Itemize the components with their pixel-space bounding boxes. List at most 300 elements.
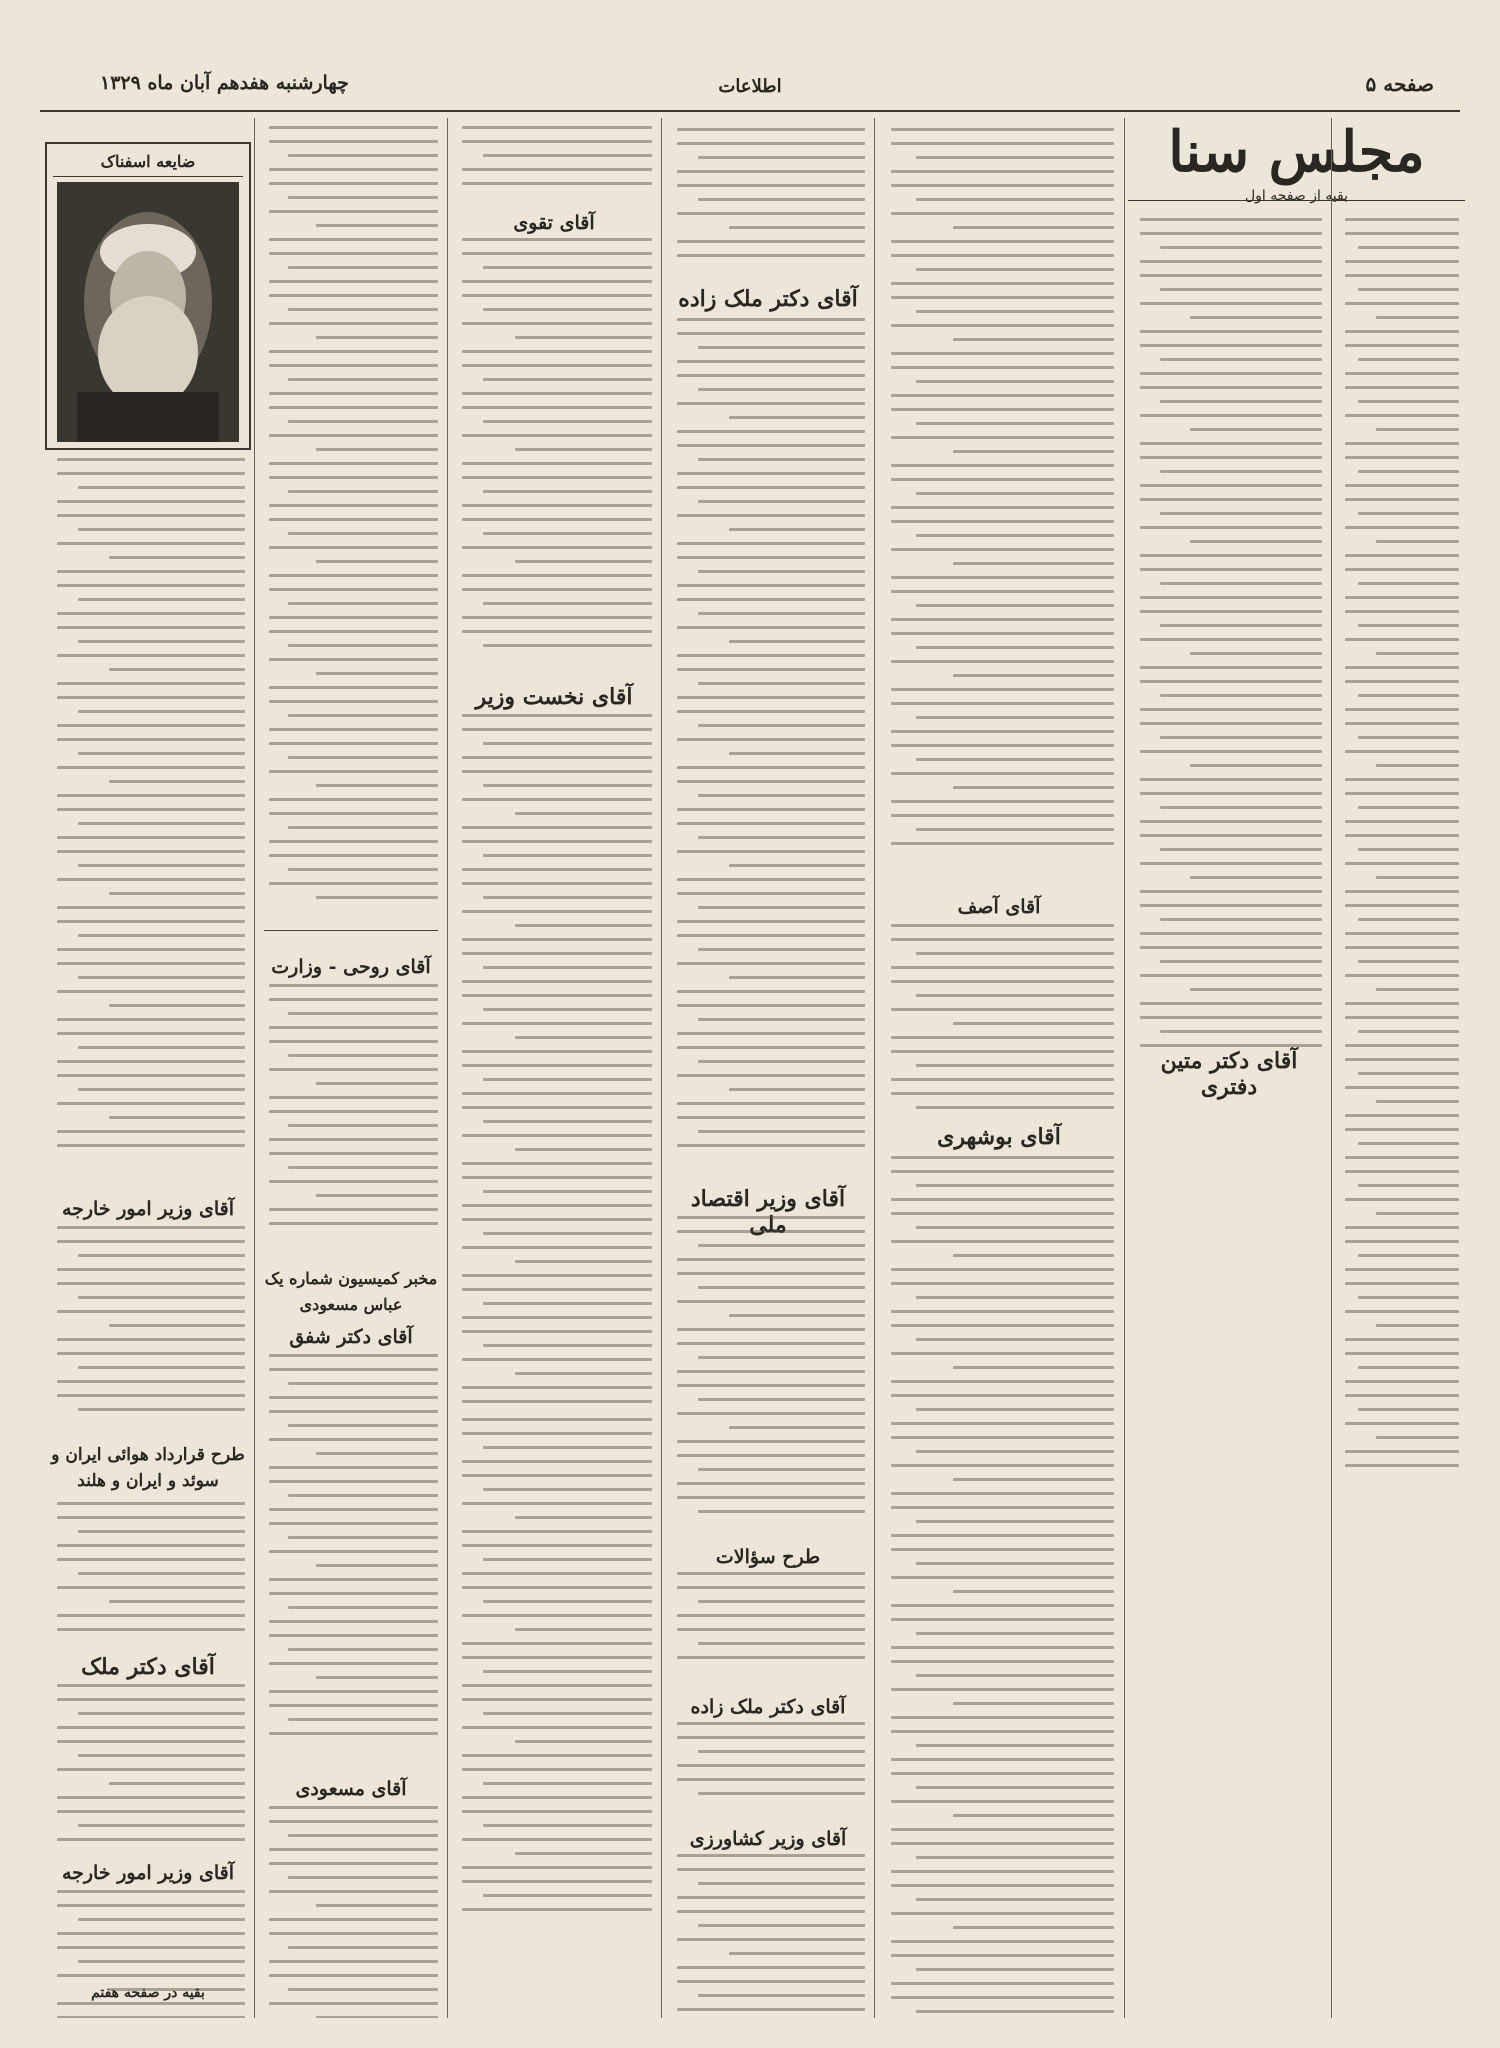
text-line: [515, 812, 652, 815]
section-heading: آقای مسعودی: [295, 1778, 407, 1800]
text-line: [269, 700, 438, 703]
text-line: [57, 1974, 245, 1977]
text-line: [1140, 442, 1322, 445]
text-line: [1358, 512, 1459, 515]
text-line: [698, 1924, 865, 1927]
text-line: [677, 1628, 865, 1631]
text-line: [891, 688, 1114, 691]
text-line: [891, 1772, 1114, 1775]
text-line: [57, 1544, 245, 1547]
text-line: [891, 1156, 1114, 1159]
text-line: [1140, 890, 1322, 893]
text-line: [1345, 1044, 1459, 1047]
text-line: [269, 476, 438, 479]
text-line: [891, 1240, 1114, 1243]
text-line: [891, 1050, 1114, 1053]
text-line: [269, 126, 438, 129]
text-line: [916, 1898, 1114, 1901]
text-line: [1345, 750, 1459, 753]
text-line: [698, 906, 865, 909]
text-line: [462, 1474, 652, 1477]
text-line: [677, 360, 865, 363]
text-line: [57, 1796, 245, 1799]
text-line: [677, 1896, 865, 1899]
text-line: [1376, 764, 1459, 767]
text-line: [953, 786, 1114, 789]
text-line: [916, 1296, 1114, 1299]
text-line: [891, 924, 1114, 927]
text-line: [891, 1758, 1114, 1761]
text-line: [1140, 498, 1322, 501]
text-line: [1140, 666, 1322, 669]
text-line: [78, 1712, 245, 1715]
text-line: [1345, 372, 1459, 375]
text-line: [78, 710, 245, 713]
text-line: [891, 800, 1114, 803]
text-line: [677, 878, 865, 881]
text-line: [677, 1144, 865, 1147]
text-line: [677, 318, 865, 321]
text-line: [891, 478, 1114, 481]
text-line: [462, 952, 652, 955]
text-line: [677, 1258, 865, 1261]
text-line: [57, 1380, 245, 1383]
text-line: [288, 1536, 438, 1539]
text-line: [462, 1330, 652, 1333]
text-line: [953, 1366, 1114, 1369]
text-line: [462, 574, 652, 577]
text-line: [462, 392, 652, 395]
body-text: [884, 924, 1114, 1120]
text-line: [698, 1244, 865, 1247]
text-line: [288, 1606, 438, 1609]
text-line: [1140, 834, 1322, 837]
text-line: [1358, 1408, 1459, 1411]
text-line: [1160, 918, 1322, 921]
text-line: [483, 1120, 652, 1123]
text-line: [288, 266, 438, 269]
text-line: [891, 394, 1114, 397]
text-line: [698, 1060, 865, 1063]
text-line: [288, 420, 438, 423]
text-line: [916, 828, 1114, 831]
text-line: [269, 1862, 438, 1865]
text-line: [462, 238, 652, 241]
text-line: [891, 1912, 1114, 1915]
text-line: [57, 1614, 245, 1617]
text-line: [269, 1592, 438, 1595]
text-line: [677, 990, 865, 993]
text-line: [891, 814, 1114, 817]
text-line: [57, 794, 245, 797]
text-line: [269, 998, 438, 1001]
text-line: [483, 1782, 652, 1785]
text-line: [677, 1910, 865, 1913]
text-line: [288, 644, 438, 647]
text-line: [316, 336, 438, 339]
text-line: [1345, 1450, 1459, 1453]
text-line: [515, 924, 652, 927]
text-line: [57, 1144, 245, 1147]
text-line: [891, 980, 1114, 983]
text-line: [462, 1502, 652, 1505]
text-line: [462, 1460, 652, 1463]
text-line: [1160, 624, 1322, 627]
text-line: [729, 1088, 865, 1091]
text-line: [1140, 610, 1322, 613]
text-line: [462, 1586, 652, 1589]
text-line: [57, 1890, 245, 1893]
text-line: [677, 1272, 865, 1275]
text-line: [729, 1426, 865, 1429]
text-line: [677, 1496, 865, 1499]
text-line: [916, 1968, 1114, 1971]
text-line: [57, 612, 245, 615]
text-line: [698, 1018, 865, 1021]
text-line: [78, 1408, 245, 1411]
text-line: [677, 1868, 865, 1871]
text-line: [891, 1940, 1114, 1943]
text-line: [1160, 960, 1322, 963]
text-line: [269, 1732, 438, 1735]
text-line: [1160, 1030, 1322, 1033]
text-line: [677, 1980, 865, 1983]
text-line: [1345, 1114, 1459, 1117]
text-line: [483, 266, 652, 269]
text-line: [1140, 904, 1322, 907]
section-heading: آقای وزیر امور خارجه: [61, 1862, 235, 1884]
text-line: [462, 630, 652, 633]
text-line: [462, 1838, 652, 1841]
text-line: [269, 1466, 438, 1469]
text-line: [953, 1926, 1114, 1929]
text-line: [698, 682, 865, 685]
text-line: [1358, 358, 1459, 361]
text-line: [677, 850, 865, 853]
text-line: [269, 854, 438, 857]
text-line: [483, 1008, 652, 1011]
text-line: [57, 514, 245, 517]
text-line: [78, 1572, 245, 1575]
text-line: [1358, 1072, 1459, 1075]
text-line: [916, 1106, 1114, 1109]
text-line: [515, 1852, 652, 1855]
text-line: [698, 1994, 865, 1997]
text-line: [462, 714, 652, 717]
text-line: [1345, 1002, 1459, 1005]
text-line: [316, 1904, 438, 1907]
text-line: [515, 1260, 652, 1263]
text-line: [729, 416, 865, 419]
text-line: [677, 254, 865, 257]
text-line: [1345, 1058, 1459, 1061]
text-line: [57, 920, 245, 923]
text-line: [109, 1600, 245, 1603]
text-line: [78, 864, 245, 867]
text-line: [891, 1716, 1114, 1719]
text-line: [515, 1148, 652, 1151]
text-line: [1376, 1324, 1459, 1327]
text-line: [1358, 470, 1459, 473]
text-line: [57, 1586, 245, 1589]
text-column-4: [665, 118, 871, 2018]
text-line: [57, 2002, 245, 2005]
column-divider: [254, 118, 255, 2018]
text-line: [1345, 1128, 1459, 1131]
text-line: [462, 434, 652, 437]
text-line: [677, 1412, 865, 1415]
text-line: [57, 1268, 245, 1271]
section-heading: آقای دکتر ملک: [81, 1654, 215, 1680]
text-line: [288, 1988, 438, 1991]
text-line: [891, 938, 1114, 941]
text-line: [515, 1516, 652, 1519]
text-line: [269, 1704, 438, 1707]
text-line: [677, 1342, 865, 1345]
text-line: [891, 296, 1114, 299]
text-line: [953, 1814, 1114, 1817]
text-line: [269, 1820, 438, 1823]
text-line: [57, 1628, 245, 1631]
text-line: [78, 934, 245, 937]
text-line: [891, 1842, 1114, 1845]
text-line: [1345, 722, 1459, 725]
text-line: [462, 1656, 652, 1659]
text-line: [109, 668, 245, 671]
text-line: [316, 224, 438, 227]
body-text: [671, 1722, 865, 1806]
text-line: [483, 1712, 652, 1715]
text-line: [483, 1446, 652, 1449]
text-line: [677, 584, 865, 587]
text-line: [1345, 554, 1459, 557]
text-line: [891, 632, 1114, 635]
text-line: [109, 1324, 245, 1327]
text-line: [288, 378, 438, 381]
text-line: [57, 696, 245, 699]
text-line: [269, 1480, 438, 1483]
column-divider: [1124, 118, 1125, 2018]
text-line: [1140, 456, 1322, 459]
portrait-photo: [57, 182, 239, 442]
text-line: [953, 562, 1114, 565]
text-line: [698, 1356, 865, 1359]
text-line: [462, 1358, 652, 1361]
text-line: [57, 1502, 245, 1505]
text-line: [677, 1614, 865, 1617]
text-line: [891, 212, 1114, 215]
text-line: [698, 1398, 865, 1401]
text-line: [916, 1064, 1114, 1067]
text-line: [483, 1078, 652, 1081]
text-column-6: [258, 118, 444, 2018]
text-line: [677, 1440, 865, 1443]
text-line: [269, 984, 438, 987]
text-line: [1140, 218, 1322, 221]
text-line: [269, 1806, 438, 1809]
text-line: [269, 406, 438, 409]
text-line: [483, 1232, 652, 1235]
text-line: [677, 1216, 865, 1219]
text-line: [1345, 344, 1459, 347]
text-line: [1358, 848, 1459, 851]
text-line: [483, 1558, 652, 1561]
text-line: [1358, 582, 1459, 585]
text-line: [677, 170, 865, 173]
text-line: [891, 744, 1114, 747]
text-line: [462, 518, 652, 521]
text-line: [462, 1106, 652, 1109]
text-line: [269, 518, 438, 521]
text-line: [891, 1170, 1114, 1173]
text-line: [288, 1012, 438, 1015]
text-line: [462, 1530, 652, 1533]
text-line: [1160, 694, 1322, 697]
text-line: [1345, 526, 1459, 529]
text-line: [78, 598, 245, 601]
text-line: [891, 1282, 1114, 1285]
text-line: [288, 714, 438, 717]
text-line: [462, 1288, 652, 1291]
text-line: [269, 238, 438, 241]
text-line: [288, 868, 438, 871]
text-line: [57, 906, 245, 909]
text-line: [269, 350, 438, 353]
text-line: [729, 1952, 865, 1955]
text-line: [462, 840, 652, 843]
text-line: [316, 560, 438, 563]
text-line: [677, 430, 865, 433]
text-line: [891, 1828, 1114, 1831]
text-line: [462, 1572, 652, 1575]
body-text: [51, 1502, 245, 1642]
text-line: [1345, 1240, 1459, 1243]
text-line: [1160, 848, 1322, 851]
text-line: [269, 1354, 438, 1357]
text-line: [891, 1548, 1114, 1551]
text-line: [269, 2002, 438, 2005]
text-line: [269, 546, 438, 549]
text-line: [1190, 316, 1322, 319]
text-line: [57, 1130, 245, 1133]
text-line: [891, 142, 1114, 145]
text-line: [78, 1754, 245, 1757]
body-text: [264, 1806, 438, 2018]
text-line: [462, 1754, 652, 1757]
text-line: [891, 1036, 1114, 1039]
text-line: [462, 140, 652, 143]
text-line: [1358, 400, 1459, 403]
text-line: [269, 1208, 438, 1211]
text-line: [316, 672, 438, 675]
text-line: [1345, 1086, 1459, 1089]
text-line: [462, 126, 652, 129]
text-line: [891, 464, 1114, 467]
text-line: [916, 758, 1114, 761]
text-line: [483, 644, 652, 647]
text-line: [269, 686, 438, 689]
text-line: [288, 1424, 438, 1427]
body-text: [671, 318, 865, 1158]
body-text: [671, 1216, 865, 1524]
text-line: [57, 948, 245, 951]
text-line: [288, 1054, 438, 1057]
text-line: [677, 542, 865, 545]
text-line: [109, 780, 245, 783]
text-line: [483, 1488, 652, 1491]
text-line: [916, 310, 1114, 313]
text-line: [57, 1226, 245, 1229]
text-line: [269, 364, 438, 367]
text-line: [462, 252, 652, 255]
text-line: [1358, 1254, 1459, 1257]
text-line: [1345, 708, 1459, 711]
body-text: [264, 126, 438, 910]
text-line: [57, 682, 245, 685]
text-line: [1358, 1184, 1459, 1187]
text-line: [462, 1698, 652, 1701]
text-line: [269, 840, 438, 843]
text-line: [677, 934, 865, 937]
text-line: [1140, 778, 1322, 781]
text-line: [269, 742, 438, 745]
text-line: [1345, 442, 1459, 445]
text-line: [916, 268, 1114, 271]
text-line: [698, 836, 865, 839]
text-line: [891, 1212, 1114, 1215]
text-line: [269, 1096, 438, 1099]
text-line: [953, 450, 1114, 453]
text-line: [462, 938, 652, 941]
text-line: [483, 532, 652, 535]
text-line: [677, 514, 865, 517]
text-line: [462, 1092, 652, 1095]
text-line: [698, 198, 865, 201]
text-line: [677, 1854, 865, 1857]
text-line: [1140, 750, 1322, 753]
text-line: [891, 1884, 1114, 1887]
text-line: [1345, 1310, 1459, 1313]
text-line: [1140, 1044, 1322, 1047]
text-line: [57, 724, 245, 727]
text-line: [891, 408, 1114, 411]
text-line: [288, 490, 438, 493]
text-line: [1140, 344, 1322, 347]
text-line: [1358, 1030, 1459, 1033]
text-line: [269, 1578, 438, 1581]
text-line: [1140, 386, 1322, 389]
text-line: [269, 630, 438, 633]
text-line: [1345, 1282, 1459, 1285]
text-line: [698, 156, 865, 159]
text-line: [462, 1316, 652, 1319]
text-line: [1160, 512, 1322, 515]
text-line: [57, 584, 245, 587]
text-line: [316, 896, 438, 899]
text-line: [916, 1450, 1114, 1453]
text-line: [729, 752, 865, 755]
body-text: [456, 714, 652, 1414]
text-line: [1376, 652, 1459, 655]
text-line: [677, 1116, 865, 1119]
column-divider: [661, 118, 662, 2018]
text-line: [57, 990, 245, 993]
text-line: [269, 1438, 438, 1441]
text-line: [677, 240, 865, 243]
text-line: [269, 1396, 438, 1399]
newspaper-name: اطلاعات: [718, 76, 782, 97]
text-line: [57, 1102, 245, 1105]
